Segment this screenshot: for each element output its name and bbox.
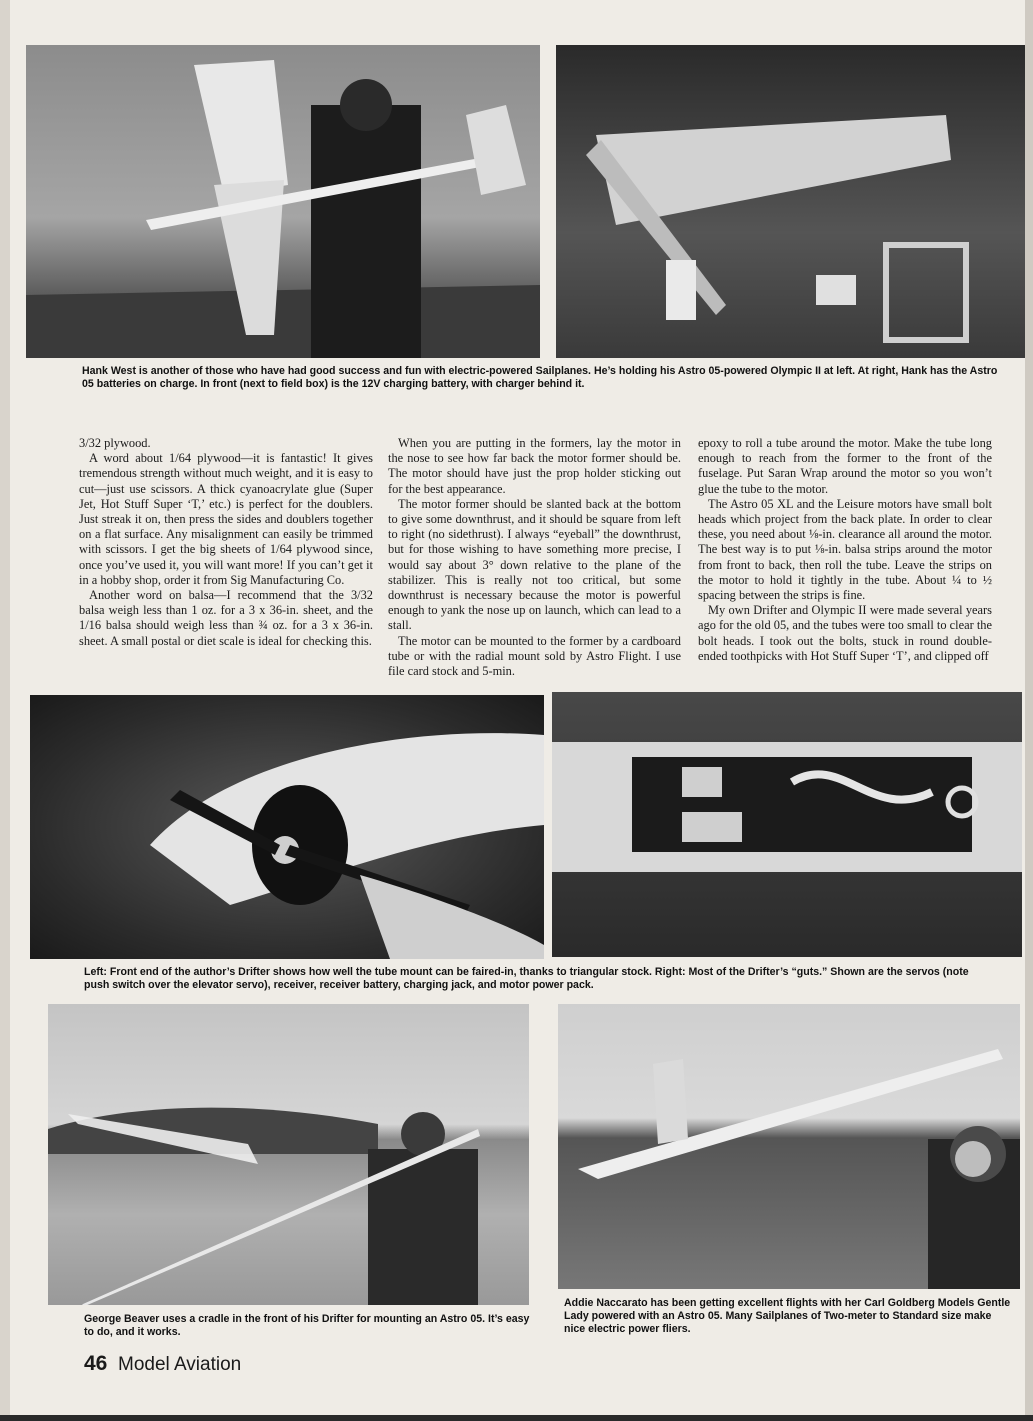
text-column-3 <box>698 436 992 664</box>
page-edge-left <box>0 0 10 1421</box>
page-number: 46 <box>84 1352 108 1375</box>
photo-top-right <box>556 45 1025 358</box>
col1-para-1: 3/32 plywood. <box>79 436 151 450</box>
caption-top: Hank West is another of those who have had good success and fun with electric-powered Sailplanes. He’s holding his Astro 05-powered Olympic II at left. At right, Hank has the Astro 05 batteries on charge. In front (next to field box) is the 12V charging battery, with charger behind it. <box>82 365 998 390</box>
text-column-2 <box>388 436 681 679</box>
caption-middle: Left: Front end of the author’s Drifter shows how well the tube mount can be faired-in, thanks to triangular stock. Right: Most of the Drifter’s “guts.” Shown are the servos (note push switch over the elevator servo), receiver, receiver battery, charging jack, and motor power pack. <box>84 966 969 991</box>
col3-para-1: epoxy to roll a tube around the motor. Make the tube long enough to reach from the former to the front of the fuselage. Put Saran Wrap around the motor so you won’t glue the tube to the motor. <box>698 436 992 496</box>
photo-mid-left <box>30 695 544 959</box>
caption-bottom-right: Addie Naccarato has been getting excellent flights with her Carl Goldberg Models Gentle Lady powered with an Astro 05. Many Sailplanes of Two-meter to Standard size make nice electric power fliers. <box>564 1297 1011 1335</box>
col3-para-2: The Astro 05 XL and the Leisure motors have small bolt heads which project from the back plate. In order to clear these, you need about ⅛-in. clearance all around the motor. The best way is to put ⅛-in. balsa strips around the motor from front to back, then roll the tube. Leave the strips on the motor to hold it tightly in the tube. About ¼ to ½ spacing between the strips is fine. <box>698 496 992 603</box>
text-column-1 <box>79 436 373 649</box>
col3-para-3: My own Drifter and Olympic II were made several years ago for the old 05, and the tubes were too small to clear the bolt heads. I took out the bolts, stuck in round double-ended toothpicks with Hot Stuff Super ‘T’, and clipped off <box>698 603 992 663</box>
photo-bottom-left <box>48 1004 529 1305</box>
page-edge-bottom <box>0 1415 1033 1421</box>
magazine-title: Model Aviation <box>118 1354 242 1375</box>
col2-para-3: The motor can be mounted to the former by a cardboard tube or with the radial mount sold by Astro Flight. I use file card stock and 5-min. <box>388 633 681 679</box>
col2-para-1: When you are putting in the formers, lay the motor in the nose to see how far back the motor former should be. The motor should have just the prop holder sticking out for the best appearance. <box>388 436 681 496</box>
col1-para-2: A word about 1/64 plywood—it is fantastic! It gives tremendous strength without much weight, and it is easy to cut—just use scissors. A thick cyanoacrylate glue (Super Jet, Hot Stuff Super ‘T,’ etc.) is perfect for the doublers. Just streak it on, then press the sides and doublers together on a flat surface. Any misalignment can easily be trimmed with scissors. I get the big sheets of 1/64 plywood since, once you’ve used it, you will want more! If you can’t get it in a hobby shop, order it from Sig Manufacturing Co. <box>79 451 373 587</box>
col2-para-2: The motor former should be slanted back at the bottom to give some downthrust, and it should be square from left to right (no sidethrust). I always “eyeball” the downthrust, but for those wishing to have something more precise, I would say about 3° down relative to the plane of the stabilizer. This is really not too critical, but some downthrust is necessary because the motor is powerful enough to yank the nose up on launch, which can lead to a stall. <box>388 496 681 633</box>
page-edge-right <box>1025 0 1033 1421</box>
caption-bottom-left: George Beaver uses a cradle in the front of his Drifter for mounting an Astro 05. It’s easy to do, and it works. <box>84 1313 530 1338</box>
photo-bottom-right <box>558 1004 1020 1289</box>
photo-top-left <box>26 45 540 358</box>
col1-para-3: Another word on balsa—I recommend that the 3/32 balsa weigh less than 1 oz. for a 3 x 36-in. sheet, and the 1/16 balsa should weigh less than ¾ oz. for a 3 x 36-in. sheet. A small postal or diet scale is ideal for checking this. <box>79 588 373 648</box>
photo-mid-right <box>552 692 1022 957</box>
